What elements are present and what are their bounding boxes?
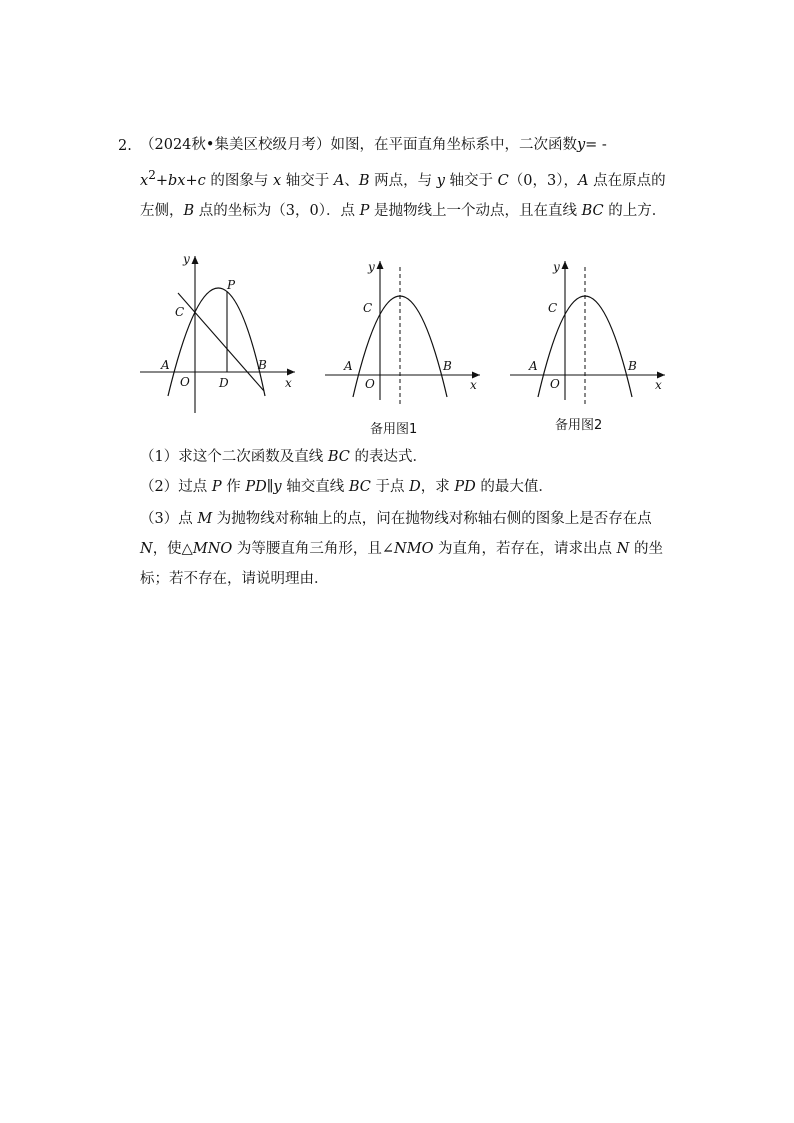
label-c: C — [548, 301, 558, 315]
label-o: O — [365, 377, 375, 391]
label-y: y — [553, 260, 560, 274]
spare-figure-1 — [320, 255, 490, 410]
label-d: D — [219, 376, 229, 390]
sub-question-3: （3）点 M 为抛物线对称轴上的点，问在抛物线对称轴右侧的图象上是否存在点 N，使△MNO 为等腰直角三角形，且∠NMO 为直角，若存在，请求出点 N 的坐标；若不存在，请说明理由． — [140, 511, 663, 587]
question-number: 2. — [118, 138, 132, 154]
x-axis-arrow — [287, 369, 295, 376]
label-b: B — [443, 359, 452, 373]
label-y: y — [368, 260, 375, 274]
label-a: A — [529, 359, 538, 373]
label-a: A — [161, 358, 170, 372]
label-c: C — [175, 305, 185, 319]
label-c: C — [363, 301, 373, 315]
caption-spare-2: 备用图2 — [555, 418, 603, 433]
label-x: x — [285, 376, 292, 390]
label-a: A — [344, 359, 353, 373]
sub-question-1: （1）求这个二次函数及直线 BC 的表达式． — [140, 449, 427, 465]
label-o: O — [180, 375, 190, 389]
question-stem: （2024秋•集美区校级月考）如图，在平面直角坐标系中，二次函数y= - $x^2+bx+c$ 的图象与 x 轴交于 A、B 两点，与 y 轴交于 C（0，3），A 点在原点的左侧，B 点的坐标为（3，0）．点 P 是抛物线上一个动点，且在直线 BC 的上方． — [140, 137, 667, 219]
label-p: P — [227, 278, 236, 292]
main-figure — [135, 250, 305, 420]
sub-question-2: （2）过点 P 作 PD∥y 轴交直线 BC 于点 D，求 PD 的最大值． — [140, 479, 553, 495]
y-axis-arrow — [377, 261, 384, 269]
y-axis-arrow — [192, 256, 199, 264]
y-axis-arrow — [562, 261, 569, 269]
label-x: x — [655, 378, 662, 392]
label-y: y — [183, 252, 190, 266]
caption-spare-1: 备用图1 — [370, 422, 418, 437]
label-x: x — [470, 378, 477, 392]
label-o: O — [550, 377, 560, 391]
label-b: B — [628, 359, 637, 373]
label-b: B — [258, 358, 267, 372]
spare-figure-2 — [505, 255, 675, 410]
